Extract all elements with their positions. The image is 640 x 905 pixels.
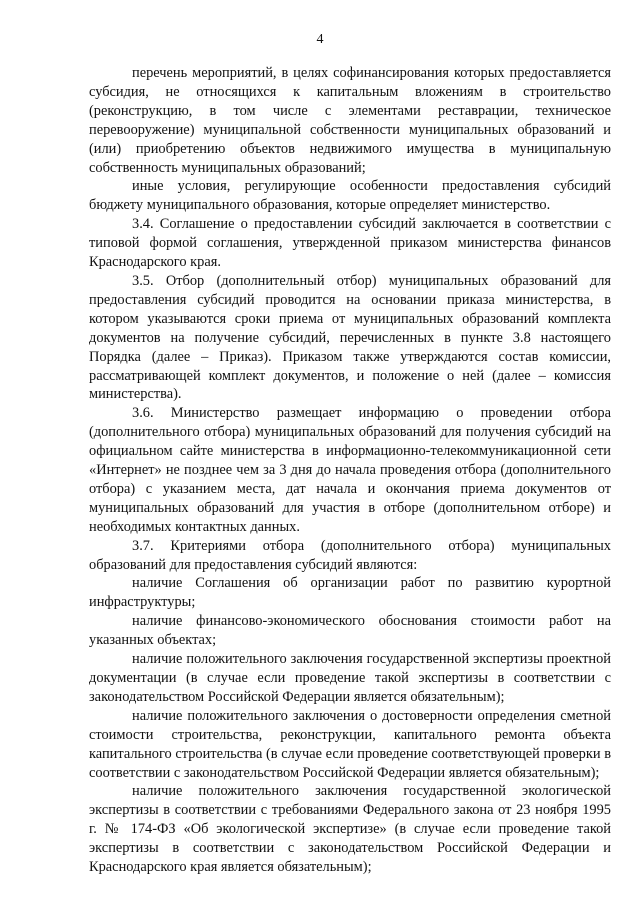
criterion-ecological-expertise: наличие положительного заключения государственной экологической экспертизы в соответствии с требованиями Федерального закона от 23 ноября 1995 г. № 174-ФЗ «Об экологической экспертизе» (в случае если проведение такой экспертизы в соответствии с законодательством Российской Федерации и Краснодарского края является обязательным); bbox=[89, 783, 611, 876]
paragraph-3-6: 3.6. Министерство размещает информацию о проведении отбора (дополнительного отбора) муниципальных образований для получения субсидий на официальном сайте министерства в информационно-телекоммуникационной сети «Интернет» не позднее чем за 3 дня до начала проведения отбора (дополнительного отбора) с указанием места, дат начала и окончания приема документов от муниципальных образований для участия в отборе (дополнительном отборе) и необходимых контактных данных. bbox=[89, 405, 611, 535]
criterion-agreement: наличие Соглашения об организации работ по развитию курортной инфраструктуры; bbox=[89, 575, 611, 611]
document-body bbox=[89, 64, 611, 877]
paragraph-measures-list: перечень мероприятий, в целях софинансирования которых предоставляется субсидия, не относящихся к капитальным вложениям в строительство (реконструкцию, в том числе с элементами реставрации, техническое перевооружение) муниципальной собственности муниципальных образований и (или) приобретению объектов недвижимого имущества в муниципальную собственность муниципальных образований; bbox=[89, 65, 611, 176]
paragraph-3-5: 3.5. Отбор (дополнительный отбор) муниципальных образований для предоставления субсидий проводится на основании приказа министерства, в котором указываются сроки приема от муниципальных образований комплекта документов на получение субсидий, перечисленных в пункте 3.8 настоящего Порядка (далее – Приказ). Приказом также утверждаются состав комиссии, рассматривающей комплект документов, и положение о ней (далее – комиссия министерства). bbox=[89, 272, 611, 403]
criterion-financial-justification: наличие финансово-экономического обоснования стоимости работ на указанных объектах; bbox=[89, 613, 611, 649]
paragraph-3-7: 3.7. Критериями отбора (дополнительного отбора) муниципальных образований для предоставления субсидий являются: bbox=[89, 537, 611, 573]
page-number: 4 bbox=[316, 32, 324, 47]
criterion-cost-reliability: наличие положительного заключения о достоверности определения сметной стоимости строительства, реконструкции, капитального ремонта объекта капитального строительства (в случае если проведение соответствующей проверки в соответствии с законодательством Российской Федерации является обязательным); bbox=[89, 707, 611, 781]
paragraph-other-conditions: иные условия, регулирующие особенности предоставления субсидий бюджету муниципального образования, которые определяет министерство. bbox=[89, 178, 611, 214]
paragraph-3-4: 3.4. Соглашение о предоставлении субсидий заключается в соответствии с типовой формой соглашения, утвержденной приказом министерства финансов Краснодарского края. bbox=[89, 216, 611, 271]
criterion-project-expertise: наличие положительного заключения государственной экспертизы проектной документации (в случае если проведение такой экспертизы в соответствии с законодательством Российской Федерации является обязательным); bbox=[89, 651, 611, 705]
